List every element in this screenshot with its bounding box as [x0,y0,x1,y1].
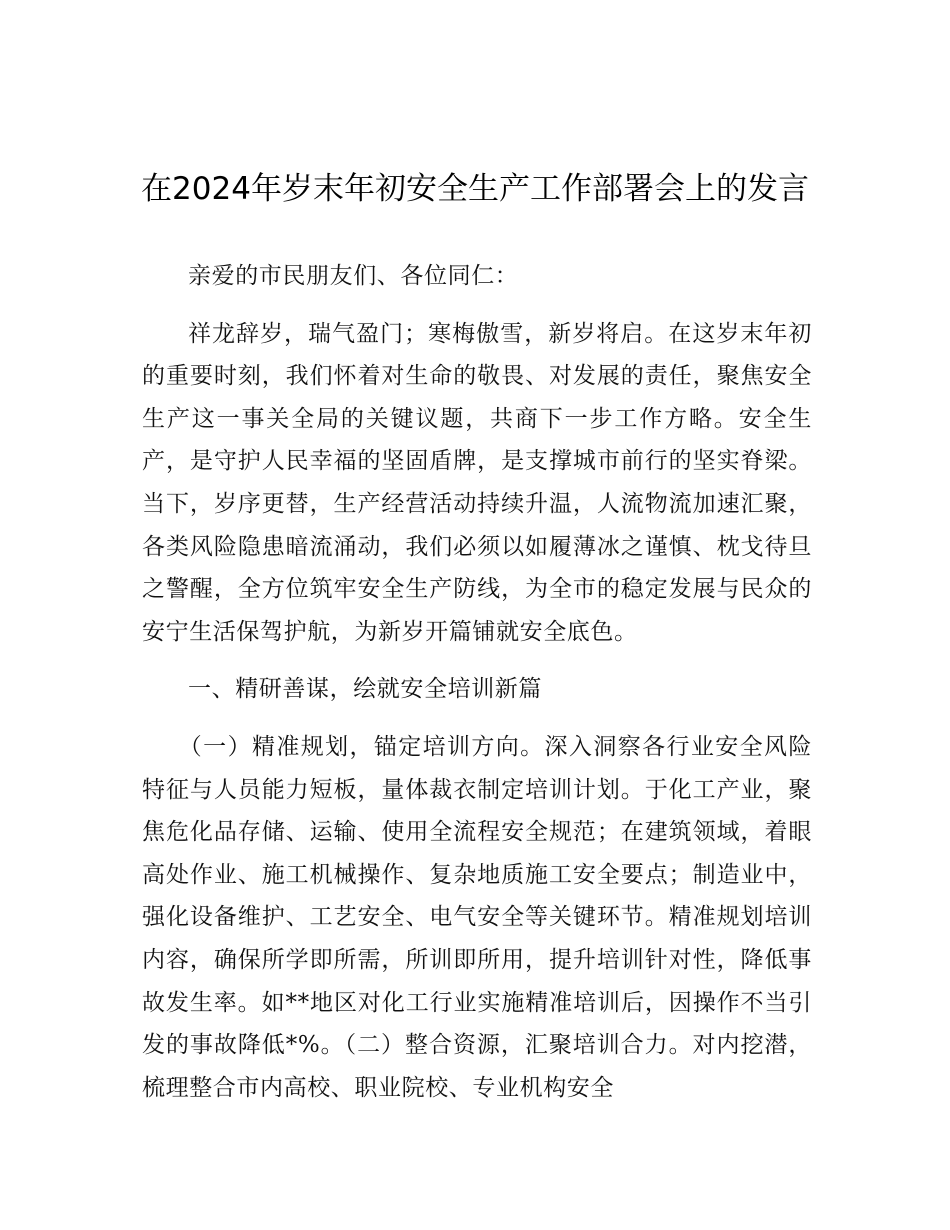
document-body [142,255,812,1109]
intro-paragraph: 祥龙辞岁，瑞气盈门；寒梅傲雪，新岁将启。在这岁末年初的重要时刻，我们怀着对生命的敬畏、对发展的责任，聚焦安全生产这一事关全局的关键议题，共商下一步工作方略。安全生产，是守护人民幸福的坚固盾牌，是支撑城市前行的坚实脊梁。当下，岁序更替，生产经营活动持续升温，人流物流加速汇聚，各类风险隐患暗流涌动，我们必须以如履薄冰之谨慎、枕戈待旦之警醒，全方位筑牢安全生产防线，为全市的稳定发展与民众的安宁生活保驾护航，为新岁开篇铺就安全底色。 [142,320,812,645]
section-heading: 一、精研善谋，绘就安全培训新篇 [188,676,542,703]
salutation: 亲爱的市民朋友们、各位同仁： [188,263,519,289]
section-paragraph: （一）精准规划，锚定培训方向。深入洞察各行业安全风险特征与人员能力短板，量体裁衣制定培训计划。于化工产业，聚焦危化品存储、运输、使用全流程安全规范；在建筑领域，着眼高处作业、施工机械操作、复杂地质施工安全要点；制造业中，强化设备维护、工艺安全、电气安全等关键环节。精准规划培训内容，确保所学即所需，所训即所用，提升培训针对性，降低事故发生率。如**地区对化工行业实施精准培训后，因操作不当引发的事故降低*%。（二）整合资源，汇聚培训合力。对内挖潜，梳理整合市内高校、职业院校、专业机构安全 [142,733,812,1101]
document-title: 在2024年岁末年初安全生产工作部署会上的发言 [141,171,809,207]
